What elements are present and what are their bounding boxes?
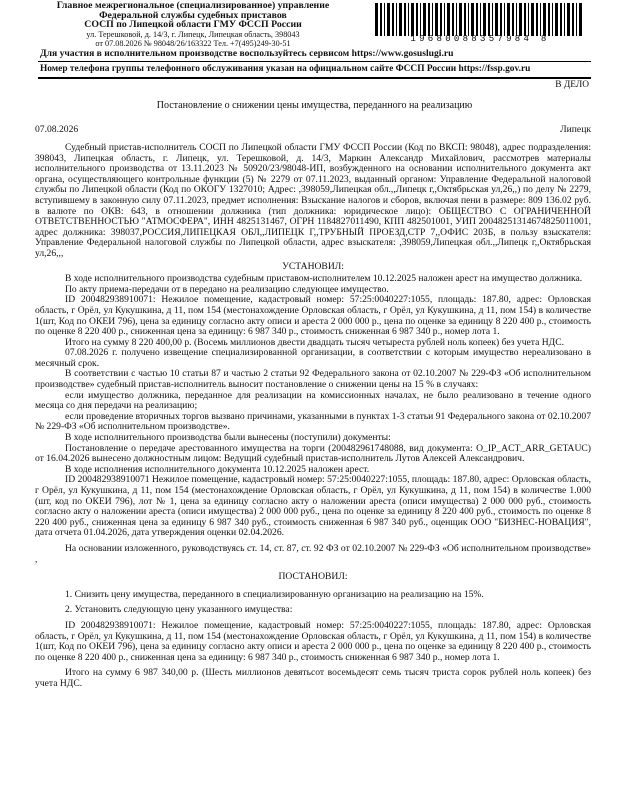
barcode-bar: [488, 3, 490, 36]
property-item: ID 200482938910071: Нежилое помещение, кадастровый номер: 57:25:0040227:1055, площадь: 187.80, адрес: Орловская область, г Орёл, ул Кукушкина, д 11, пом 154 (местонахождение Орловская область, г Орёл, ул Кукушкина, д 11, пом 154) в количестве 1(шт, Код по ОКЕИ 796), цена за единицу согласно акту описи и ареста 2 000 000 р., цена по оценке за единицу 8 220 400 р., стоимость по оценке 8 220 400 р., сниженная цена за единицу: 6 987 340 р., стоимость сниженная 6 987 340 р., номер лота 1.: [35, 619, 591, 663]
barcode-image: [375, 3, 585, 36]
resolution-item: 1. Снизить цену имущества, переданного в специализированную организацию на реализацию на 15%.: [65, 588, 484, 600]
property-item: ID 200482938910071: Нежилое помещение, кадастровый номер: 57:25:0040227:1055, площадь: 187.80, адрес: Орловская область, г Орёл, ул Кукушкина, д 11, пом 154 (местонахождение Орловская область, г Орёл, ул Кукушкина, д 11, пом 154) в количестве 1(шт, Код по ОКЕИ 796), цена за единицу согласно акту описи и ареста 2 000 000 р., цена по оценке за единицу 8 220 400 р., стоимость по оценке 8 220 400 р., сниженная цена за единицу: 6 987 340 р., стоимость сниженная 6 987 340 р., номер лота 1.: [35, 294, 591, 338]
gosuslugi-notice: Для участия в исполнительном производстве воспользуйтесь сервисом https://www.gosuslugi.ru: [40, 48, 454, 59]
paragraph: В ходе исполнительного производства судебным приставом-исполнителем 10.12.2025 наложен арест на имущество должника.: [65, 273, 583, 285]
barcode-bar: [560, 3, 562, 36]
resolution-item: 2. Установить следующую цену указанного имущества:: [65, 604, 293, 616]
issuer-header: [38, 1, 348, 48]
barcode-bar: [524, 3, 526, 36]
barcode-bar: [504, 3, 505, 36]
paragraph: если имущество должника, переданное для реализации на комиссионных началах, не было реализовано в течение одного месяца со дня передачи на реализацию;: [35, 389, 591, 412]
paragraph: В ходе исполнения исполнительного документа 10.12.2025 наложен арест.: [65, 463, 370, 475]
paragraph: На основании изложенного, руководствуясь ст. 14, ст. 87, ст. 92 ФЗ от 02.10.2007 № 229-ФЗ «Об исполнительном производстве» ,: [35, 542, 591, 565]
intro-paragraph: Судебный пристав-исполнитель СОСП по Липецкой области ГМУ ФССП России (Код по ВКСП: 98048), адрес подразделения: 398043, Липецкая область, г. Липецк, ул. Терешковой, д. 14/3, Маркин Александр Михайлович, рассмотрев материалы исполнительного производства от 13.11.2023 № 50920/23/98048-ИП, возбужденного на основании исполнительного документа акт органа, осуществляющего контрольные функции (5) № 2279 от 07.11.2023, выданный органом: Управление Федеральной налоговой службы по Липецкой области (Код по ОКОГУ 1327010; Адрес: ,398059,Липецкая обл.,,Липецк г,,Октябрьская ул,26,,) по делу № 2279, вступившему в законную силу 07.11.2023, предмет исполнения: Взыскание налогов и сборов, включая пени в размере: 809 136.02 руб. в валюте по ОКВ: 643, в отношении должника (тип должника: юридическое лицо): ОБЩЕСТВО С ОГРАНИЧЕННОЙ ОТВЕТСТВЕННОСТЬЮ "АТМОСФЕРА", ИНН 4825131467, ОГРН 1184827011490, КПП 482501001, УИП 20048251314674825011001, адрес должника: 398037,РОССИЯ,ЛИПЕЦКАЯ ОБЛ,,ЛИПЕЦК Г,,ТРУБНЫЙ ПРОЕЗД,СТР 7,,ОФИС 203Б, в пользу взыскателя: Управление Федеральной налоговой службы по Липецкой области, адрес взыскателя: ,398059,Липецкая обл.,,Липецк г,,Октябрьская ул,26,,,: [35, 142, 591, 259]
barcode-bar: [516, 3, 517, 36]
registration-line: от 07.08.2026 № 98048/26/163322 Тел. +7(495)249-30-51: [95, 38, 291, 48]
barcode-bar: [420, 3, 421, 36]
barcode-bar: [404, 3, 406, 36]
document-date: 07.08.2026: [35, 124, 79, 135]
paragraph: если проведение вторичных торгов вызвано причинами, указанными в пунктах 1-3 статьи 91 Федерального закона от 02.10.2007 № 229-ФЗ «Об исполнительном производстве».: [35, 410, 591, 433]
barcode-bar: [440, 3, 442, 36]
barcode-number: 19680088357984 8: [410, 34, 550, 44]
barcode-bar: [495, 3, 498, 36]
barcode-bar: [432, 3, 433, 36]
paragraph: 07.08.2026 г. получено извещение специализированной организации, в соответствии с которым имущество нереализовано в месячный срок.: [35, 347, 591, 369]
barcode-bar: [387, 3, 390, 36]
barcode-bar: [464, 3, 466, 36]
v-delo-mark: В ДЕЛО: [555, 80, 589, 90]
barcode-bar: [444, 3, 445, 36]
paragraph: По акту приема-передачи от в передано на реализацию следующее имущество.: [65, 283, 389, 295]
section-heading-postanovil: ПОСТАНОВИЛ:: [278, 571, 348, 583]
barcode-bar: [459, 3, 462, 36]
paragraph: Постановление о передаче арестованного имущества на торги (200482961748088, вид документа: O_IP_ACT_ARR_GETAUC) от 16.04.2026 вынесено должностным лицом: Ведущий судебный пристав-исполнитель Лутов Алексей Александрович.: [35, 442, 591, 465]
barcode-bar: [548, 3, 550, 36]
divider: [38, 61, 591, 62]
barcode-bar: [392, 3, 394, 36]
barcode-bar: [543, 3, 546, 36]
paragraph: В соответствии с частью 10 статьи 87 и частью 2 статьи 92 Федерального закона от 02.10.2007 № 229-ФЗ «Об исполнительном производстве» судебный пристав-исполнитель выносит постановление о снижении цены на 15 % в случаях:: [35, 368, 591, 391]
barcode-bar: [507, 3, 510, 36]
barcode-bar: [452, 3, 454, 36]
barcode-bar: [555, 3, 558, 36]
barcode-bar: [476, 3, 478, 36]
barcode-bar: [480, 3, 481, 36]
organization-name: Главное межрегиональное (специализированное) управление Федеральной службы судебных приставов: [56, 0, 330, 21]
barcode-bar: [435, 3, 438, 36]
barcode-bar: [567, 3, 570, 36]
barcode-bar: [384, 3, 385, 36]
barcode-bar: [416, 3, 418, 36]
total-amount: Итого на сумму 6 987 340,00 р. (Шесть миллионов девятьсот восемьдесят семь тысяч триста сорок рублей ноль копеек) без учета НДС.: [35, 667, 591, 689]
barcode-bar: [500, 3, 502, 36]
barcode-bar: [408, 3, 409, 36]
barcode-bar: [471, 3, 474, 36]
total-amount: Итого на сумму 8 220 400,00 р. (Восемь миллионов двести двадцать тысяч четыреста рублей ноль копеек) без учета НДС.: [65, 336, 565, 348]
barcode-bar: [423, 3, 426, 36]
barcode-bar: [540, 3, 541, 36]
barcode-bar: [552, 3, 553, 36]
paragraph: В ходе исполнительного производства были вынесены (поступили) документы:: [65, 432, 391, 444]
barcode-bar: [576, 3, 577, 36]
department-address: ул. Терешковой, д. 14/3, г. Липецк, Липецкая область, 398043: [86, 29, 300, 39]
barcode-bar: [468, 3, 469, 36]
barcode-bar: [519, 3, 522, 36]
barcode-bar: [380, 3, 382, 36]
section-heading-ustanovil: УСТАНОВИЛ:: [282, 260, 344, 272]
barcode-bar: [536, 3, 538, 36]
barcode-bar: [447, 3, 450, 36]
barcode-bar: [483, 3, 486, 36]
barcode-bar: [396, 3, 397, 36]
barcode-bar: [456, 3, 457, 36]
barcode-bar: [428, 3, 430, 36]
phone-notice: Номер телефона группы телефонного обслуживания указан на официальном сайте ФССП России https://fssp.gov.ru: [40, 64, 531, 74]
document-title: Постановление о снижении цены имущества, переданного на реализацию: [156, 100, 473, 111]
barcode-bar: [528, 3, 529, 36]
document-body: [35, 143, 591, 690]
barcode-bar: [512, 3, 514, 36]
document-city: Липецк: [560, 124, 591, 135]
barcode-bar: [564, 3, 565, 36]
barcode-bar: [572, 3, 574, 36]
barcode-bar: [399, 3, 402, 36]
barcode-bar: [375, 3, 378, 36]
barcode-bar: [531, 3, 534, 36]
barcode-bar: [579, 3, 582, 36]
barcode-bar: [492, 3, 493, 36]
divider: [38, 77, 591, 79]
department-name: СОСП по Липецкой области ГМУ ФССП России: [84, 19, 302, 31]
barcode-bar: [411, 3, 414, 36]
property-item: ID 200482938910071 Нежилое помещение, кадастровый номер: 57:25:0040227:1055, площадь: 187.80, адрес: Орловская область, г Орёл, ул Кукушкина, д 11, пом 154 (местонахождение Орловская область, г Орёл, ул Кукушкина, д 11, пом 154) в количестве 1.000 (шт, код по ОКЕИ 796), лот № 1, цена за единицу согласно акту о наложении ареста (описи имущества) 2 000 000 руб., стоимость согласно акту о наложении ареста (описи имущества) 2 000 000 руб., цена по оценке за единицу 8 220 400 руб., стоимость по оценке 8 220 400 руб., сниженная цена за единицу 6 987 340 руб., стоимость сниженная 6 987 340 руб., оценщик ООО "БИЗНЕС-НОВАЦИЯ", дата отчета 01.04.2026, дата утверждения оценки 02.04.2026.: [35, 474, 591, 539]
